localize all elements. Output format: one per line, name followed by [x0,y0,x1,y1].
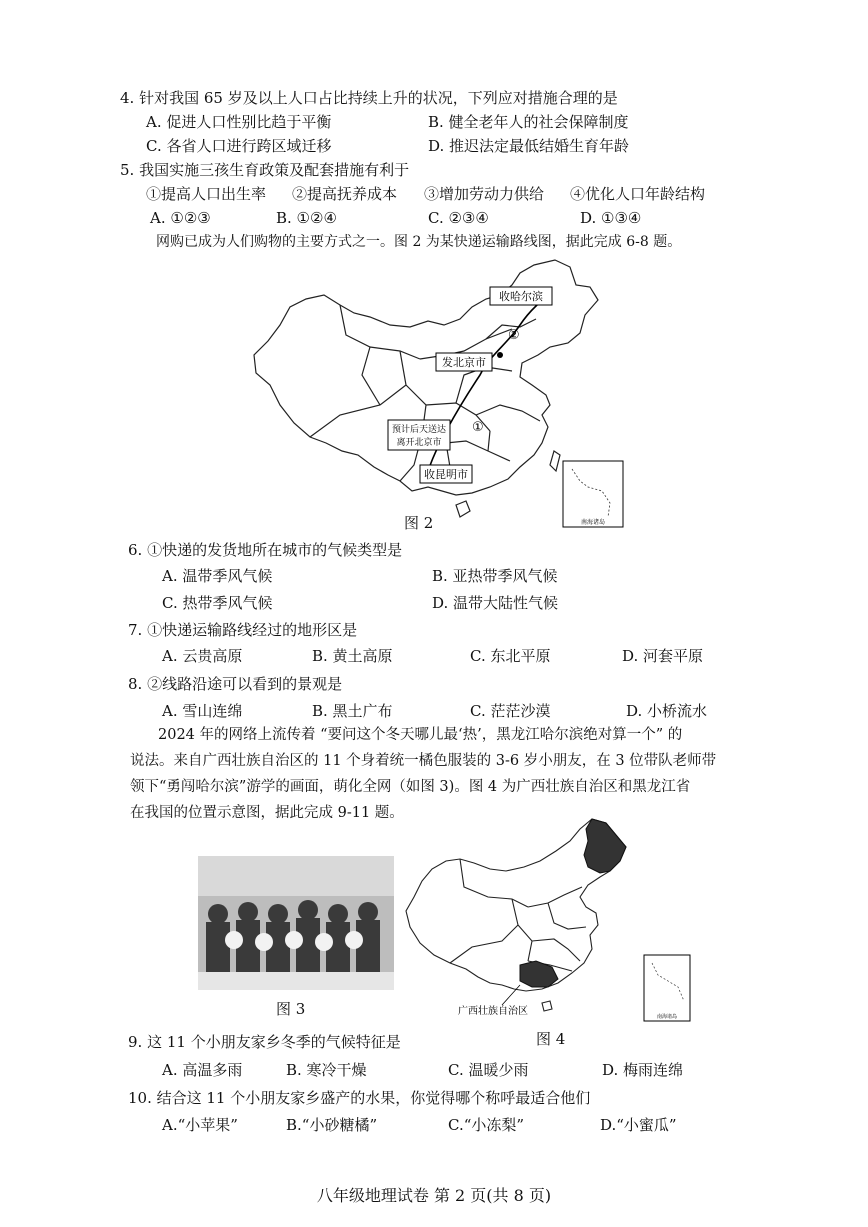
figure-4-caption: 图 4 [536,1030,566,1048]
q7-option-d: D. 河套平原 [622,647,704,665]
inset-label: 南海诸岛 [580,519,606,526]
q4-option-a: A. 促进人口性别比趋于平衡 [146,113,332,131]
q4-option-c: C. 各省人口进行跨区域迁移 [146,137,332,155]
q7-option-b: B. 黄土高原 [312,647,393,665]
page-footer: 八年级地理试卷 第 2 页(共 8 页) [316,1186,552,1205]
intro-9-11-line-2: 说法。来自广西壮族自治区的 11 个身着统一橘色服装的 3-6 岁小朋友，在 3 位带队老师带 [130,753,717,769]
hainan-island-fig4 [542,1001,552,1011]
hainan-island [456,501,470,517]
q6-option-b: B. 亚热带季风气候 [432,567,558,585]
label-receive-harbin: 收哈尔滨 [499,290,543,303]
intro-9-11-line-4: 在我国的位置示意图，据此完成 9-11 题。 [130,805,404,821]
label-send-beijing: 发北京市 [442,356,486,369]
q9-option-a: A. 高温多雨 [162,1061,243,1079]
q6-option-a: A. 温带季风气候 [162,567,273,585]
q8-stem: 8. ②线路沿途可以看到的景观是 [128,675,343,693]
q4-option-d: D. 推迟法定最低结婚生育年龄 [428,137,630,155]
q8-option-a: A. 雪山连绵 [162,702,243,720]
q9-option-c: C. 温暖少雨 [448,1061,529,1079]
q9-stem: 9. 这 11 个小朋友家乡冬季的气候特征是 [128,1033,401,1051]
q5-option-c: C. ②③④ [428,209,489,227]
q6-option-d: D. 温带大陆性气候 [432,594,559,612]
q8-option-b: B. 黑土广布 [312,702,393,720]
q7-option-a: A. 云贵高原 [162,647,243,665]
label-depart-beijing: 离开北京市 [396,438,442,448]
q5-item-2: ②提高抚养成本 [292,185,398,203]
q5-option-a: A. ①②③ [150,209,211,227]
intro-6-8: 网购已成为人们购物的主要方式之一。图 2 为某快递运输路线图，据此完成 6-8 题。 [156,234,682,250]
q10-stem: 10. 结合这 11 个小朋友家乡盛产的水果，你觉得哪个称呼最适合他们 [128,1089,591,1107]
q8-option-c: C. 茫茫沙漠 [470,702,551,720]
q7-stem: 7. ①快递运输路线经过的地形区是 [128,621,358,639]
intro-9-11-line-3: 领下“勇闯哈尔滨”游学的画面，萌化全网（如图 3)。图 4 为广西壮族自治区和黑龙江省 [130,779,691,795]
q10-option-d: D.“小蜜瓜” [600,1116,677,1134]
q7-option-c: C. 东北平原 [470,647,551,665]
q10-option-b: B.“小砂糖橘” [286,1116,378,1134]
beijing-point [497,352,503,358]
q4-option-b: B. 健全老年人的社会保障制度 [428,113,629,131]
label-expected: 预计后天送达 [391,425,447,435]
label-guangxi: 广西壮族自治区 [458,1006,528,1017]
q10-option-c: C.“小冻梨” [448,1116,525,1134]
intro-9-11-line-1: 2024 年的网络上流传着 “要问这个冬天哪儿最‘热’，黑龙江哈尔滨绝对算一个” 的 [158,727,683,743]
heilongjiang-region [584,819,626,873]
q5-option-d: D. ①③④ [580,209,642,227]
q4-stem: 4. 针对我国 65 岁及以上人口占比持续上升的状况，下列应对措施合理的是 [120,89,618,107]
route-mark-1: ① [472,420,484,435]
q10-option-a: A.“小苹果” [162,1116,238,1134]
q5-stem: 5. 我国实施三孩生育政策及配套措施有利于 [120,161,410,179]
q8-option-d: D. 小桥流水 [626,702,708,720]
guangxi-region [520,961,558,987]
figure-4-map [402,815,696,1025]
q5-item-1: ①提高人口出生率 [146,185,267,203]
q6-stem: 6. ①快递的发货地所在城市的气候类型是 [128,541,403,559]
q5-item-4: ④优化人口年龄结构 [570,185,706,203]
q6-option-c: C. 热带季风气候 [162,594,273,612]
figure-2-caption: 图 2 [404,514,434,532]
q5-option-b: B. ①②④ [276,209,337,227]
label-receive-kunming: 收昆明市 [424,468,468,481]
q9-option-d: D. 梅雨连绵 [602,1061,684,1079]
taiwan-island [550,451,560,471]
south-china-sea-inset [563,461,623,527]
q5-item-3: ③增加劳动力供给 [424,185,545,203]
south-china-sea-inset-fig4 [644,955,690,1021]
q9-option-b: B. 寒冷干燥 [286,1061,367,1079]
route-mark-2: ② [508,328,520,343]
inset-label-fig4: 南海诸岛 [656,1014,678,1020]
express-route-line [426,295,550,480]
figure-3-photo [198,856,394,990]
figure-3-caption: 图 3 [276,1000,306,1018]
figure-2-map [250,255,630,530]
